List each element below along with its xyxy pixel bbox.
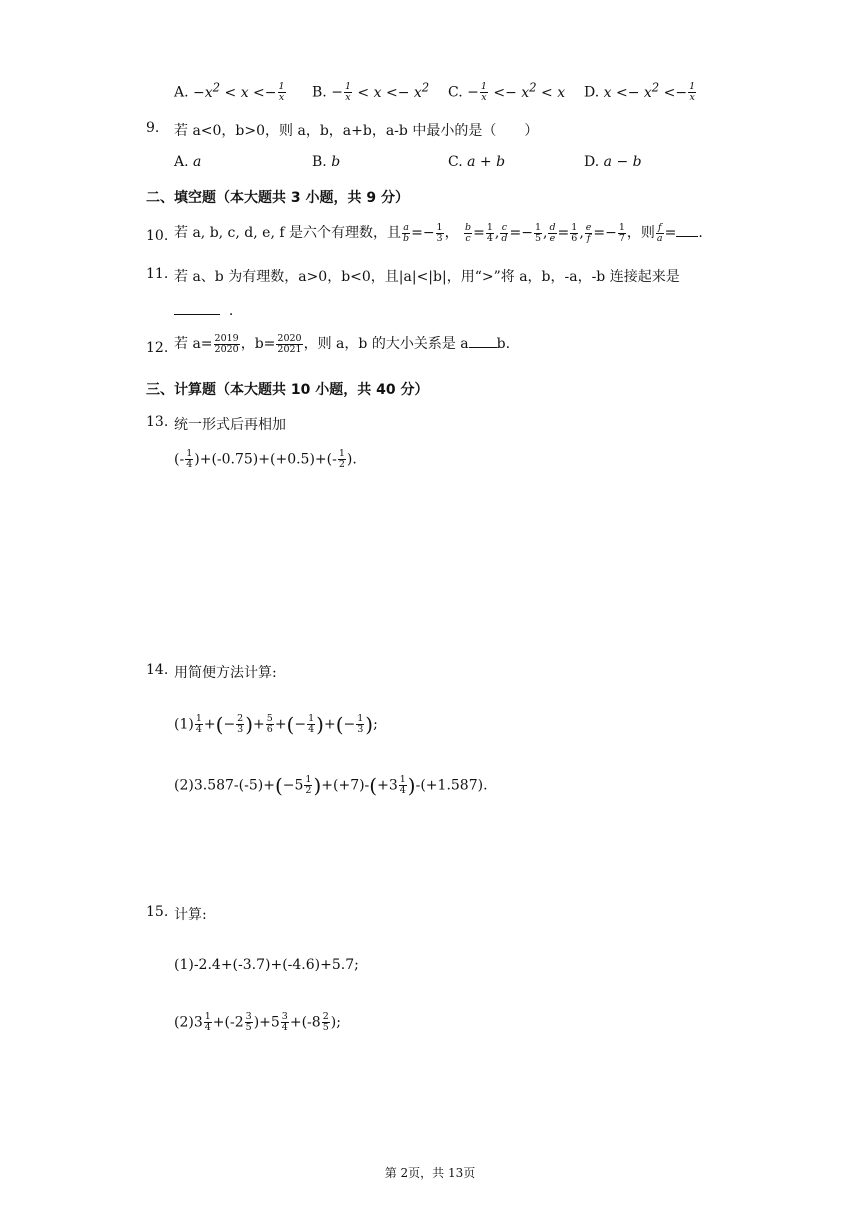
q13-question: 统一形式后再相加 — [174, 417, 286, 433]
q15-part-2: (2)3 $\frac{1}{4}$ +(-2 $\frac{3}{5}$ )+5 $\frac{3}{4}$ +(-8 $\frac{2}{5}$ ); — [174, 1011, 341, 1033]
q8-option-a: A. $-x^2 < x$ <− $\frac{1}{x}$ — [174, 80, 285, 104]
q11-answer-line: . — [174, 300, 233, 319]
q15-part-1: (1)-2.4+(-3.7)+(-4.6)+5.7; — [174, 957, 359, 973]
q12-answer-blank[interactable] — [469, 333, 497, 348]
q12-number: 12. — [146, 340, 169, 356]
q13-number: 13. — [146, 414, 169, 430]
section-heading-fill-in: 二、填空题（本大题共 3 小题，共 9 分） — [146, 190, 409, 206]
q8-option-b: B. − $\frac{1}{x}$ < $x <- x^2$ — [312, 80, 430, 104]
q10-question: 若 a, b, c, d, e, f 是六个有理数，且 $\frac{a}{b}$ =− $\frac{1}{3}$ ， $\frac{b}{c}$ = $\frac{1}{4}$ , $\frac{c}{d}$ =− $\frac{1}{5}$ , $\frac{d}{e}$ = $\frac{1}{6}$ , $\frac{e}{f}$ =− $\frac{1}{7}$ ，则 $\frac{f}{a}$ = . — [174, 221, 703, 244]
q10-number: 10. — [146, 228, 169, 244]
q14-question: 用简便方法计算: — [174, 665, 277, 681]
q13-expression: (- $\frac{1}{4}$ )+(-0.75)+(+0.5)+(- $\frac{1}{2}$ ). — [174, 448, 357, 470]
q9-option-b: B. b — [312, 154, 341, 170]
q9-option-d: D. a − b — [584, 154, 642, 170]
q12-question: 若 a= $\frac{2019}{2020}$ ，b= $\frac{2020}{2021}$ ，则 a，b 的大小关系是 a b. — [174, 332, 511, 355]
q11-answer-blank[interactable] — [174, 300, 220, 315]
q11-question: 若 a、b 为有理数，a>0，b<0，且|a|<|b|，用“>”将 a，b，-a，-b 连接起来是 — [174, 269, 680, 285]
section-heading-calculation: 三、计算题（本大题共 10 小题，共 40 分） — [146, 382, 429, 398]
q14-number: 14. — [146, 662, 169, 678]
q9-number: 9. — [146, 120, 160, 136]
q15-number: 15. — [146, 904, 169, 920]
q9-question: 若 a<0，b>0，则 a，b，a+b，a-b 中最小的是（ ） — [174, 123, 539, 139]
q8-option-d: D. $x <- x^2$ <− $\frac{1}{x}$ — [584, 80, 696, 104]
q11-number: 11. — [146, 266, 169, 282]
q8-option-c: C. − $\frac{1}{x}$ <− $x^2 < x$ — [448, 80, 566, 104]
q14-part-1: (1) $\frac{1}{4}$ +(− $\frac{2}{3}$ )+ $\frac{5}{6}$ +(− $\frac{1}{4}$ )+(− $\frac{1}{3}$ ); — [174, 712, 378, 737]
q10-answer-blank[interactable] — [676, 222, 698, 237]
q9-option-c: C. a + b — [448, 154, 506, 170]
q14-part-2: (2)3.587-(-5)+(−5 $\frac{1}{2}$ )+(+7)-(+3 $\frac{1}{4}$ )-(+1.587). — [174, 773, 488, 798]
q15-question: 计算: — [174, 907, 207, 923]
page-footer: 第 2页，共 13页 — [384, 1166, 476, 1180]
q9-option-a: A. a — [174, 154, 202, 170]
